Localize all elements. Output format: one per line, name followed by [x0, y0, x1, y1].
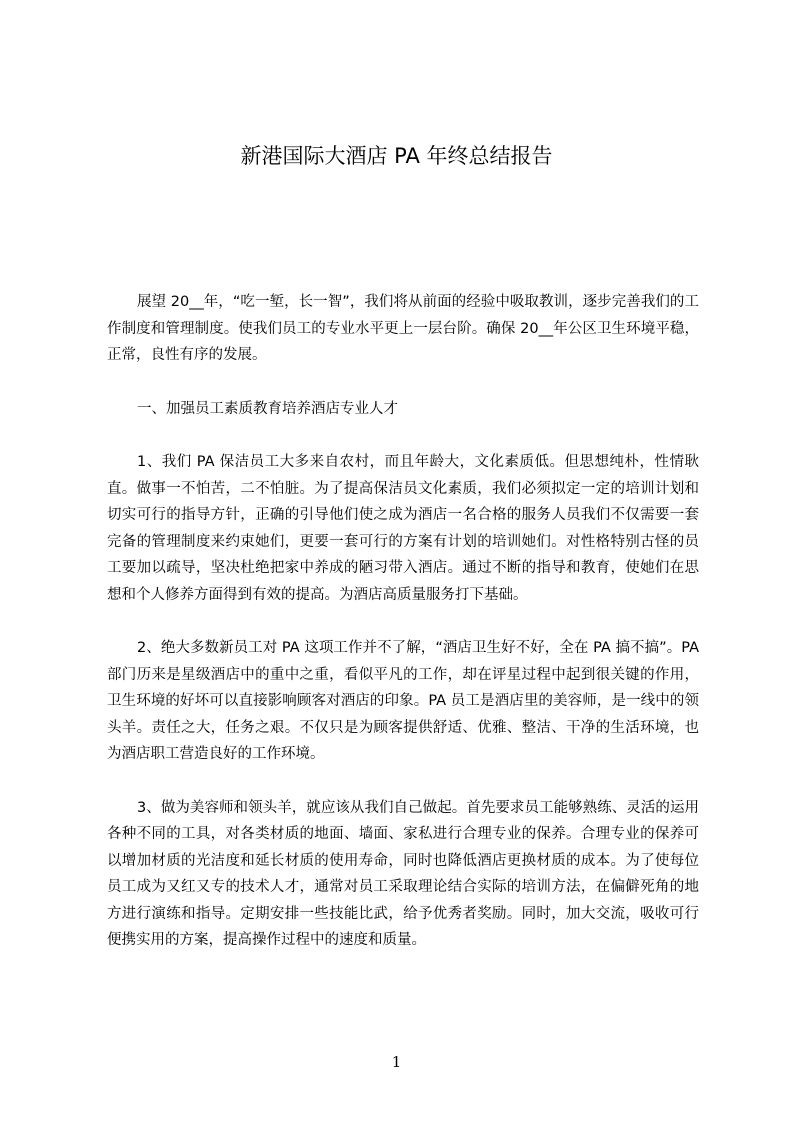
item-2-paragraph: 2、绝大多数新员工对 PA 这项工作并不了解，“酒店卫生好不好，全在 PA 搞不搞”。PA 部门历来是星级酒店中的重中之重，看似平凡的工作，却在评星过程中起到很关键的作用，卫生环境的好坏可以直接影响顾客对酒店的印象。PA 员工是酒店里的美容师，是一线中的领头羊。责任之大，任务之艰。不仅只是为顾客提供舒适、优雅、整洁、干净的生活环境，也为酒店职工营造良好的工作环境。 [107, 640, 699, 762]
section-heading: 一、加强员工素质教育培养酒店专业人才 [137, 400, 398, 417]
document-title: 新港国际大酒店 PA 年终总结报告 [240, 144, 553, 168]
item-1-paragraph: 1、我们 PA 保洁员工大多来自农村，而且年龄大，文化素质低。但思想纯朴，性情耿直。做事一不怕苦，二不怕脏。为了提高保洁员文化素质，我们必须拟定一定的培训计划和切实可行的指导方针，正确的引导他们使之成为酒店一名合格的服务人员我们不仅需要一套完备的管理制度来约束她们，更要一套可行的方案有计划的培训她们。对性格特别古怪的员工要加以疏导，坚决杜绝把家中养成的陋习带入酒店。通过不断的指导和教育，使她们在思想和个人修养方面得到有效的提高。为酒店高质量服务打下基础。 [107, 454, 699, 603]
spacer [107, 768, 699, 795]
spacer [107, 422, 699, 449]
document-body [107, 289, 699, 954]
page-number: 1 [391, 1053, 402, 1071]
intro-paragraph: 展望 20__年，“吃一堑，长一智”，我们将从前面的经验中吸取教训，逐步完善我们的工作制度和管理制度。使我们员工的专业水平更上一层台阶。确保 20__年公区卫生环境平稳，正常，良性有序的发展。 [107, 294, 699, 363]
spacer [107, 369, 699, 396]
spacer [107, 608, 699, 635]
item-3-paragraph: 3、做为美容师和领头羊，就应该从我们自己做起。首先要求员工能够熟练、灵活的运用各种不同的工具，对各类材质的地面、墙面、家私进行合理专业的保养。合理专业的保养可以增加材质的光洁度和延长材质的使用寿命，同时也降低酒店更换材质的成本。为了使每位员工成为又红又专的技术人才，通常对员工采取理论结合实际的培训方法，在偏僻死角的地方进行演练和指导。定期安排一些技能比武，给予优秀者奖励。同时，加大交流，吸收可行便携实用的方案，提高操作过程中的速度和质量。 [107, 799, 699, 948]
